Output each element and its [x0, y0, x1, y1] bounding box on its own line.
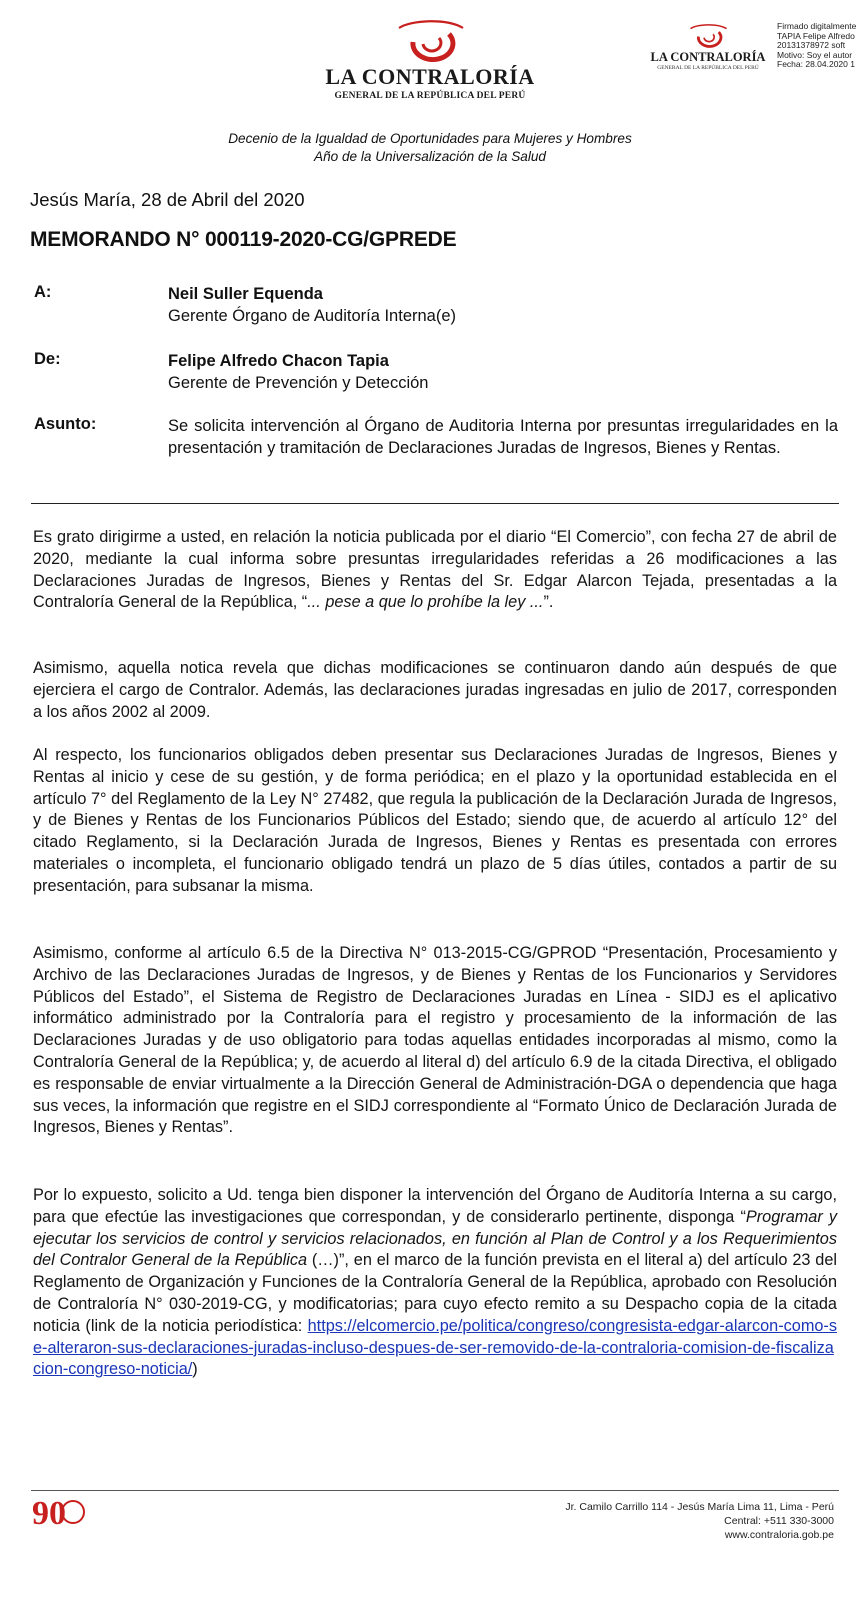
to-label: A: — [34, 283, 52, 301]
decenio-header — [140, 130, 720, 166]
small-logo-title: LA CONTRALORÍA — [650, 50, 766, 64]
footer-divider — [31, 1490, 839, 1491]
signature-line: TAPIA Felipe Alfredo — [777, 30, 855, 41]
small-logo-subtitle: GENERAL DE LA REPÚBLICA DEL PERÚ — [657, 65, 759, 71]
to-title: Gerente Órgano de Auditoría Interna(e) — [168, 307, 457, 325]
anniversary-logo — [30, 1492, 94, 1532]
paragraph-1 — [33, 527, 837, 614]
from-name: Felipe Alfredo Chacon Tapia — [168, 352, 389, 370]
anniversary-icon — [30, 1492, 94, 1532]
contraloria-emblem-icon — [391, 18, 469, 64]
digital-signature — [777, 22, 864, 70]
from-block — [168, 350, 838, 394]
signature-logo — [648, 22, 768, 71]
subject-text: Se solicita intervención al Órgano de Auditoria Interna por presuntas irregularidades en la presentación y tramitación de Declaraciones Juradas de Ingresos, Bienes y Rentas. — [168, 417, 838, 457]
paragraph-5-text-a: Por lo expuesto, solicito a Ud. tenga bien disponer la intervención del Órgano de Auditoría Interna a su cargo, para que efectúe las investigaciones que correspondan, y de considerarlo pertinente, disponga “ — [33, 1186, 837, 1226]
signature-line: Motivo: Soy el autor — [777, 49, 853, 60]
from-title: Gerente de Prevención y Detección — [168, 374, 429, 392]
to-name: Neil Suller Equenda — [168, 285, 323, 303]
subject-label: Asunto: — [34, 415, 97, 433]
paragraph-5 — [33, 1185, 837, 1381]
to-block — [168, 283, 838, 327]
paragraph-5-end: ) — [192, 1360, 198, 1379]
logo-subtitle: GENERAL DE LA REPÚBLICA DEL PERÚ — [334, 91, 526, 101]
paragraph-1-end: ”. — [543, 593, 554, 612]
contraloria-emblem-small-icon — [686, 22, 730, 50]
footer-website[interactable]: www.contraloria.gob.pe — [724, 1529, 834, 1541]
from-label: De: — [34, 350, 61, 368]
paragraph-4: Asimismo, conforme al artículo 6.5 de la Directiva N° 013-2015-CG/GPROD “Presentación, Procesamiento y Archivo de las Declaraciones Juradas de Ingresos, y de Bienes y Rentas de los Funcionarios y Servidores Públicos del Estado”, el Sistema de Registro de Declaraciones Juradas en Línea - SIDJ es el aplicativo informático administrado por la Contraloría para el registro y procesamiento de la información de las Declaraciones Juradas y de uso obligatorio para todas aquellas entidades incorporadas al mismo, como la Contraloría General de la República; y, de acuerdo al literal d) del artículo 6.9 de la citada Directiva, el obligado es responsable de enviar virtualmente a la Dirección General de Administración-DGA o dependencia que haga sus veces, la información que registre en el SIDJ correspondiente al “Formato Único de Declaración Jurada de Ingresos, Bienes y Rentas”. — [33, 944, 837, 1137]
memo-number: MEMORANDO N° 000119-2020-CG/GPREDE — [30, 228, 457, 251]
divider — [31, 503, 839, 504]
paragraph-3: Al respecto, los funcionarios obligados deben presentar sus Declaraciones Juradas de Ingresos, Bienes y Rentas al inicio y cese de su gestión, y de forma periódica; en el plazo y la oportunidad establecida en el artículo 7° del Reglamento de la Ley N° 27482, que regula la publicación de la Declaración Jurada de Ingresos, y de Bienes y Rentas de los Funcionarios Públicos del Estado; siendo que, de acuerdo al artículo 12° del citado Reglamento, si la Declaración Jurada de Ingresos, Bienes y Rentas es presentada con errores materiales o incompleta, el funcionario obligado tendrá un plazo de 5 días útiles, contados a partir de su presentación, para subsanar la misma. — [33, 746, 837, 895]
paragraph-2: Asimismo, aquella notica revela que dichas modificaciones se continuaron dando aún después de que ejerciera el cargo de Contralor. Además, las declaraciones juradas ingresadas en julio de 2017, corresponden a los años 2002 al 2009. — [33, 659, 837, 721]
paragraph-1-text: Es grato dirigirme a usted, en relación la noticia publicada por el diario “El Comercio”, con fecha 27 de abril de 2020, mediante la cual informa sobre presuntas irregularidades referidas a 26 modificaciones a las Declaraciones Juradas de Ingresos, Bienes y Rentas del Sr. Edgar Alarcon Tejada, presentadas a la Contraloría General de la República, “ — [33, 528, 837, 612]
paragraph-5-text-b: (…)”, en el marco de la función prevista en el literal a) del artículo 23 del Reglamento de Organización y Funciones de la Contraloría General de la República, aprobado con Resolución de Contraloría N° 030-2019-CG, y modificatorias; para cuyo efecto remito a su Despacho copia de la citada noticia (link de la noticia periodística: — [33, 1251, 837, 1335]
logo-title: LA CONTRALORÍA — [325, 64, 535, 89]
footer-contact — [565, 1500, 834, 1542]
contraloria-logo — [300, 18, 560, 101]
footer-phone: Central: +511 330-3000 — [724, 1515, 834, 1527]
anniversary-number: 90 — [32, 1495, 66, 1532]
signature-line: Firmado digitalmente — [777, 22, 857, 31]
memo-date: Jesús María, 28 de Abril del 2020 — [30, 189, 305, 210]
year-name-line: Año de la Universalización de la Salud — [314, 149, 546, 164]
signature-line: Fecha: 28.04.2020 1 — [777, 59, 855, 70]
paragraph-5-quote: Programar y ejecutar los servicios de control y servicios relacionados, en función al Plan de Control y a los Requerimientos del Contralor General de la República — [33, 1207, 837, 1270]
decenio-line: Decenio de la Igualdad de Oportunidades para Mujeres y Hombres — [228, 131, 632, 146]
footer-address: Jr. Camilo Carrillo 114 - Jesús María Lima 11, Lima - Perú — [565, 1501, 834, 1513]
paragraph-1-quote: ... pese a que lo prohíbe la ley ... — [307, 593, 544, 612]
signature-line: 20131378972 soft — [777, 40, 846, 51]
news-link[interactable]: https://elcomercio.pe/politica/congreso/congresista-edgar-alarcon-como-se-alteraron-sus-declaraciones-juradas-incluso-despues-de-ser-removido-de-la-contraloria-comision-de-fiscalizacion-congreso-noticia/ — [33, 1316, 837, 1379]
